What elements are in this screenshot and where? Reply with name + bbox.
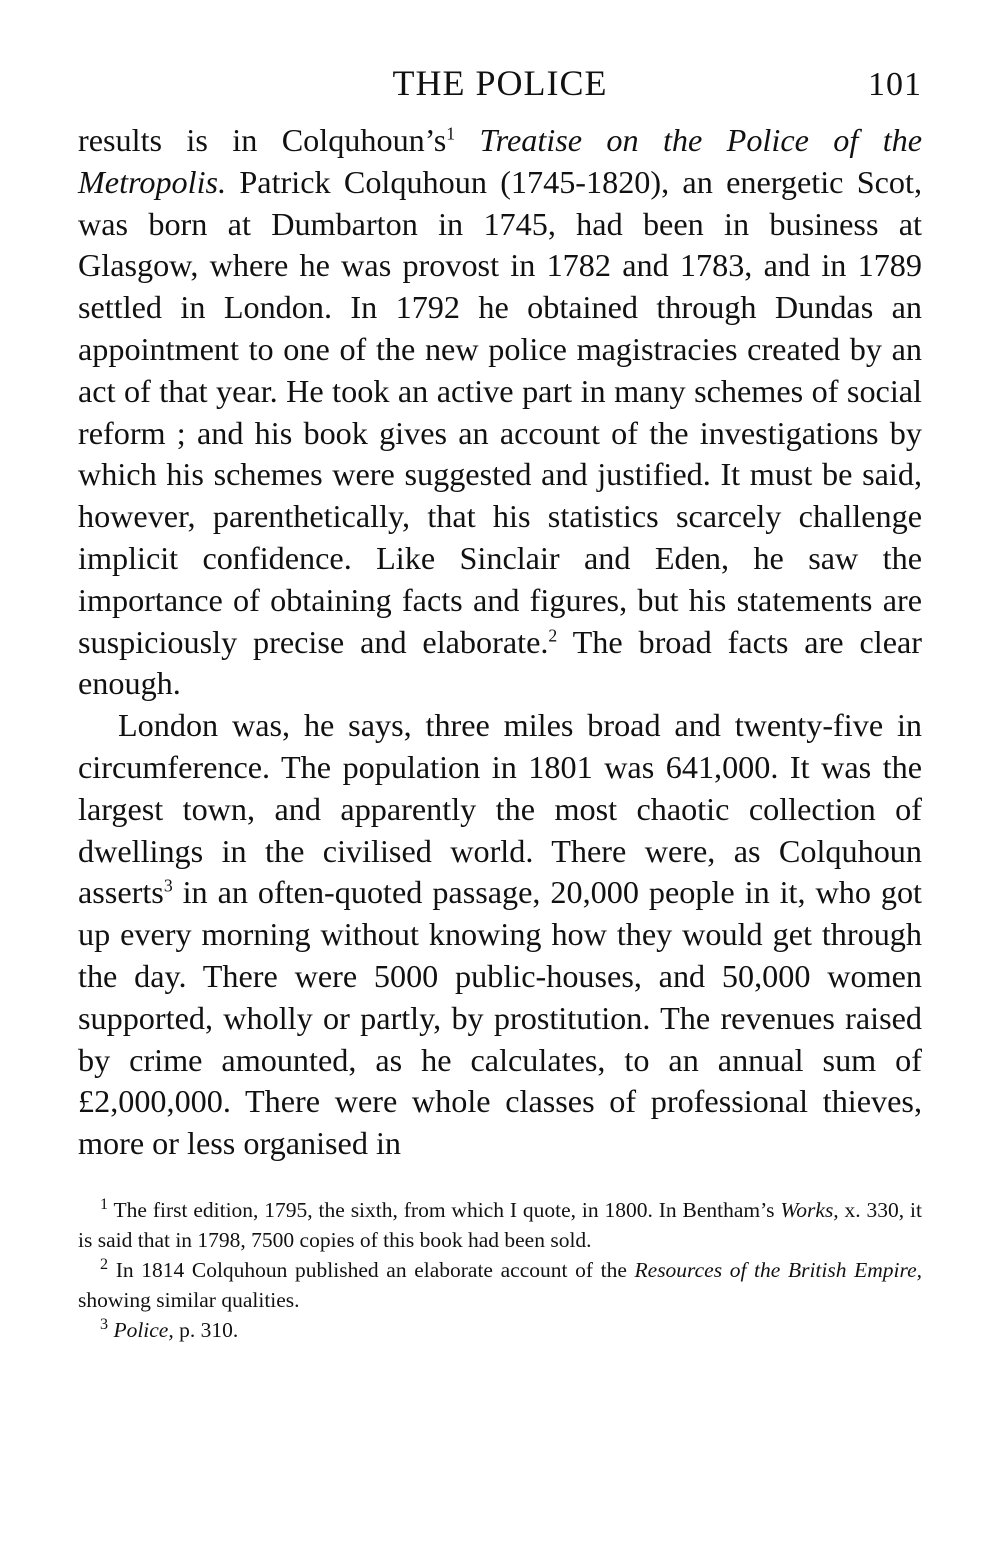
footnote-1 [78,1195,922,1255]
footnote-marker: 2 [100,1255,109,1273]
paragraph-text: The broad facts are clear enough. [78,623,922,702]
footnote-text: In 1814 Colquhoun published an elaborate account of the [108,1257,635,1282]
footnote-text: x. 330, it is said that in 1798, 7500 copies of this book had been sold. [78,1197,922,1252]
footnote-italic: Resources of the British Empire, [634,1257,922,1282]
footnote-reference-3: 3 [163,875,173,896]
footnote-marker: 1 [100,1195,109,1213]
page-number: 101 [868,66,922,103]
footnote-3 [78,1315,922,1345]
body-paragraph-1 [78,120,922,705]
footnote-marker: 3 [100,1315,109,1333]
footnote-text: The first edition, 1795, the sixth, from which I quote, in 1800. In Bentham’s [108,1197,781,1222]
paragraph-text: in an often-quoted passage, 20,000 people in it, who got up every morning without knowing how they would get through the day. There were 5000 public-houses, and 50,000 women supported, wholly or partly, by prostitution. The revenues raised by crime amounted, as he calculates, to an annual sum of £2,000,000. There were whole classes of professional thieves, more or less organised in [78,874,922,1162]
footnote-text: p. 310. [173,1317,239,1342]
footnotes [78,1195,922,1345]
footnote-2 [78,1255,922,1315]
chapter-title: THE POLICE [392,63,608,103]
paragraph-text: results is in Colquhoun’s [78,122,447,158]
footnote-reference-2: 2 [548,624,558,645]
footnote-italic: Works, [780,1197,839,1222]
footnote-reference-1: 1 [446,123,456,144]
paragraph-text: London was, he says, three miles broad and twenty-five in circumference. The population in 1801 was 641,000. It was the largest town, and apparently the most chaotic collection of dwellings in the civilised world. There were, as Colquhoun asserts [78,707,922,911]
book-title: Treatise on the Police of the Metropolis. [78,122,923,200]
paragraph-text: Patrick Colquhoun (1745-1820), an energetic Scot, was born at Dumbarton in 1745, had been in business at Glasgow, where he was provost in 1782 and 1783, and in 1789 settled in London. In 1792 he obtained through Dundas an appointment to one of the new police magistracies created by an act of that year. He took an active part in many schemes of social reform ; and his book gives an account of the investigations by which his schemes were suggested and justified. It must be said, however, parenthetically, that his statistics scarcely challenge implicit confidence. Like Sinclair and Eden, he saw the importance of obtaining facts and figures, but his statements are suspiciously precise and elaborate. [78,163,922,660]
footnote-text: showing similar qualities. [78,1287,300,1312]
footnote-italic: Police, [113,1317,174,1342]
book-page [78,62,922,1345]
body-paragraph-2 [78,705,922,1165]
running-header [78,62,922,112]
